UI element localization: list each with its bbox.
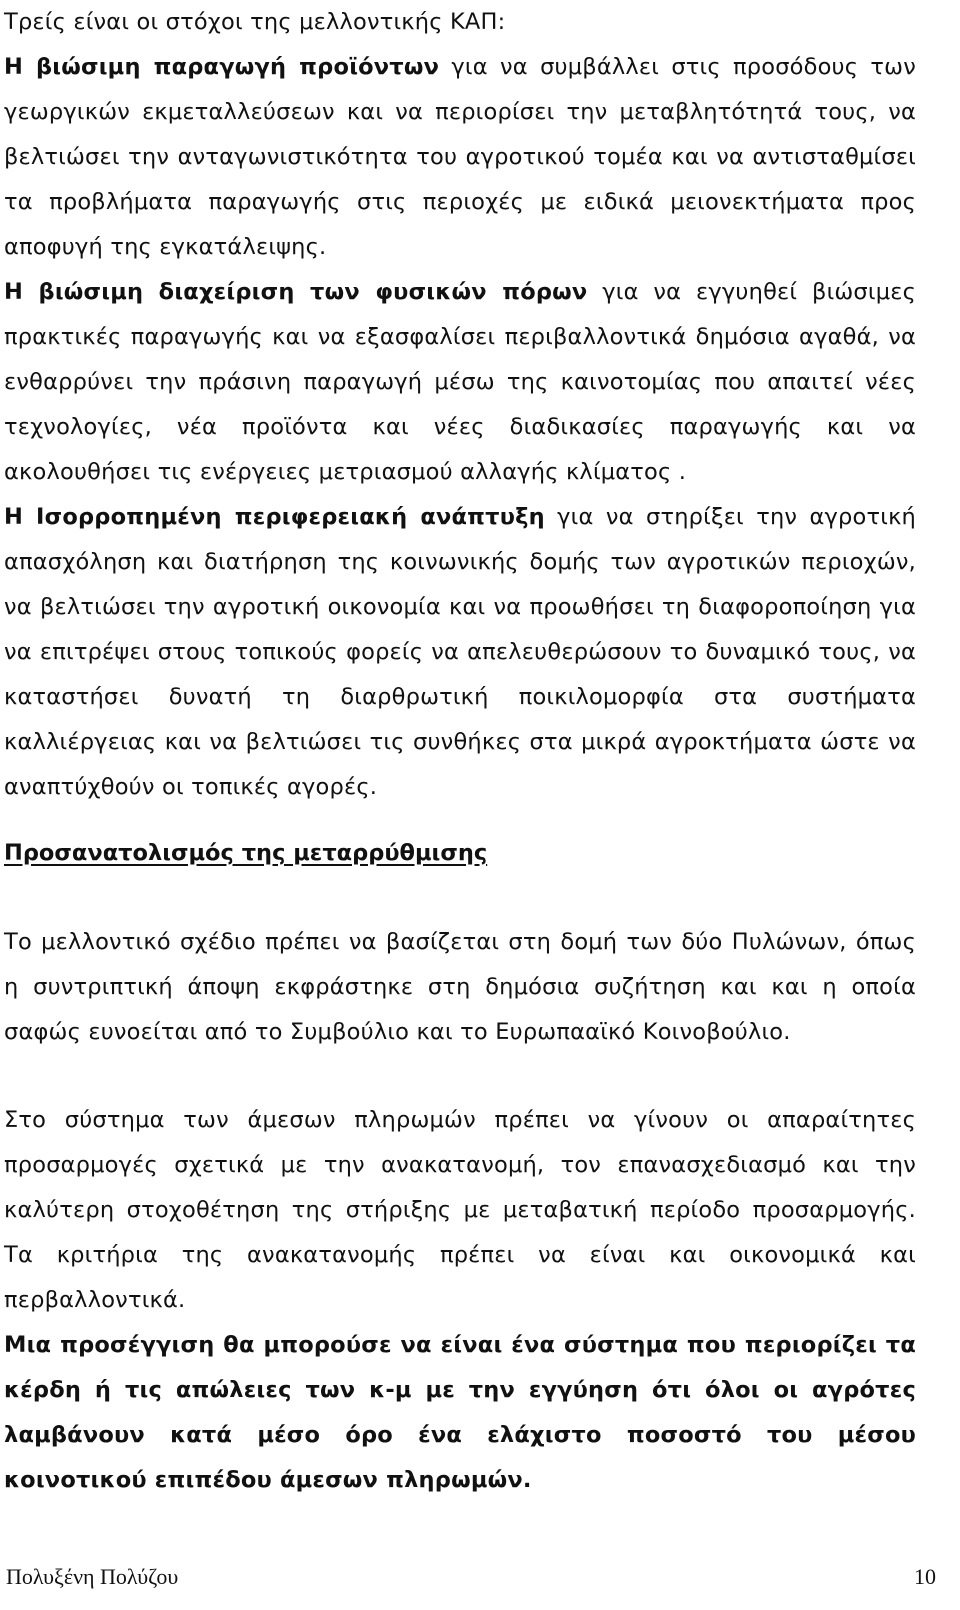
footer-author: Πολυξένη Πολύζου — [6, 1564, 179, 1589]
orientation-paragraph-2 — [4, 1098, 916, 1503]
goal-3-title: Η Ισορροπημένη περιφερειακή ανάπτυξη — [4, 504, 545, 530]
intro-text: Τρείς είναι οι στόχοι της μελλοντικής ΚΑΠ: — [4, 9, 506, 35]
goal-1-title: Η βιώσιμη παραγωγή προϊόντων — [4, 54, 440, 80]
orientation-paragraph-1 — [4, 920, 916, 1055]
goal-3-text: για να στηρίξει την αγροτική απασχόληση και διατήρηση της κοινωνικής δομής των αγροτικών περιοχών, να βελτιώσει την αγροτική οικονομία και να προωθήσει τη διαφοροποίηση για να επιτρέψει στους τοπικούς φορείς να απελευθερώσουν το δυναμικό τους, να καταστήσει δυνατή τη διαρθρωτική ποικιλομορφία στα συστήματα καλλιέργειας και να βελτιώσει τις συνθήκες στα μικρά αγροκτήματα ώστε να αναπτύχθούν οι τοπικές αγορές. — [4, 504, 916, 800]
goal-1-text: για να συμβάλλει στις προσόδους των γεωργικών εκμεταλλεύσεων και να περιορίσει την μεταβλητότητά τους, να βελτιώσει την ανταγωνιστικότητα του αγροτικού τομέα και να αντισταθμίσει τα προβλήματα παραγωγής στις περιοχές με ειδικά μειονεκτήματα προς αποφυγή της εγκατάλειψης. — [4, 54, 916, 260]
goal-2-title: Η βιώσιμη διαχείριση των φυσικών πόρων — [4, 279, 588, 305]
page-footer — [6, 1564, 936, 1590]
goals-section — [4, 0, 916, 810]
goal-2-text: για να εγγυηθεί βιώσιμες πρακτικές παραγωγής και να εξασφαλίσει περιβαλλοντικά δημόσια αγαθά, να ενθαρρύνει την πράσινη παραγωγή μέσω της καινοτομίας που απαιτεί νέες τεχνολογίες, νέα προϊόντα και νέες διαδικασίες παραγωγής και να ακολουθήσει τις ενέργειες μετριασμού αλλαγής κλίματος . — [4, 279, 916, 485]
footer-page-number: 10 — [914, 1564, 936, 1589]
goal-2-paragraph — [4, 270, 916, 495]
approach-paragraph: Μια προσέγγιση θα μπορούσε να είναι ένα σύστημα που περιορίζει τα κέρδη ή τις απώλειες των κ-μ με την εγγύηση ότι όλοι οι αγρότες λαμβάνουν κατά μέσο όρο ένα ελάχιστο ποσοστό του μέσου κοινοτικού επιπέδου άμεσων πληρωμών. — [4, 1332, 916, 1493]
goal-3-paragraph — [4, 495, 916, 810]
goal-1-paragraph — [4, 45, 916, 270]
intro-line — [4, 0, 916, 45]
paragraph-text: Το μελλοντικό σχέδιο πρέπει να βασίζεται στη δομή των δύο Πυλώνων, όπως η συντριπτική άποψη εκφράστηκε στη δημόσια συζήτηση και και η οποία σαφώς ευνοείται από το Συμβούλιο και το Ευρωπααϊκό Κοινοβούλιο. — [4, 929, 916, 1045]
paragraph-text: Στο σύστημα των άμεσων πληρωμών πρέπει να γίνουν οι απαραίτητες προσαρμογές σχετικά με την ανακατανομή, τον επανασχεδιασμό και την καλύτερη στοχοθέτηση της στήριξης με μεταβατική περίοδο προσαρμογής. Τα κριτήρια της ανακατανομής πρέπει να είναι και οικονομικά και περβαλλοντικά. — [4, 1107, 916, 1313]
section-heading: Προσανατολισμός της μεταρρύθμισης — [4, 840, 488, 866]
